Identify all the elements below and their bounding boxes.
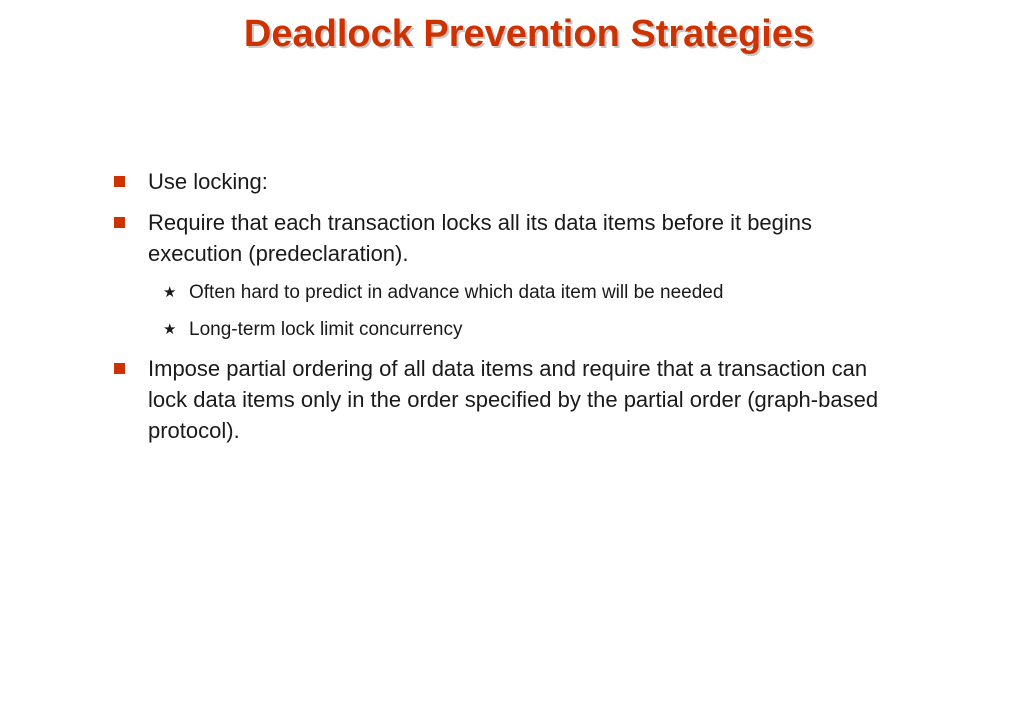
bullet-text: Require that each transaction locks all its data items before it begins execution (predeclaration). xyxy=(148,210,813,266)
bullet-text: Use locking: xyxy=(148,169,268,194)
sub-bullet-text: Often hard to predict in advance which data item will be needed xyxy=(189,282,724,303)
sub-bullet-item-2 xyxy=(112,316,902,343)
square-bullet-icon xyxy=(114,176,125,187)
star-bullet-icon: ★ xyxy=(163,283,177,301)
bullet-item-1 xyxy=(112,166,902,197)
bullet-item-2 xyxy=(112,207,902,269)
bullet-text: Impose partial ordering of all data items and require that a transaction can lock data items only in the order specified by the partial order (graph-based protocol). xyxy=(148,356,879,443)
star-bullet-icon: ★ xyxy=(163,320,177,338)
sub-bullet-text: Long-term lock limit concurrency xyxy=(189,319,463,340)
square-bullet-icon xyxy=(114,217,125,228)
slide-title: Deadlock Prevention Strategies xyxy=(243,13,815,55)
sub-bullet-item-1 xyxy=(112,279,902,306)
bullet-item-3 xyxy=(112,353,902,446)
bullet-list xyxy=(112,166,902,456)
square-bullet-icon xyxy=(114,363,125,374)
